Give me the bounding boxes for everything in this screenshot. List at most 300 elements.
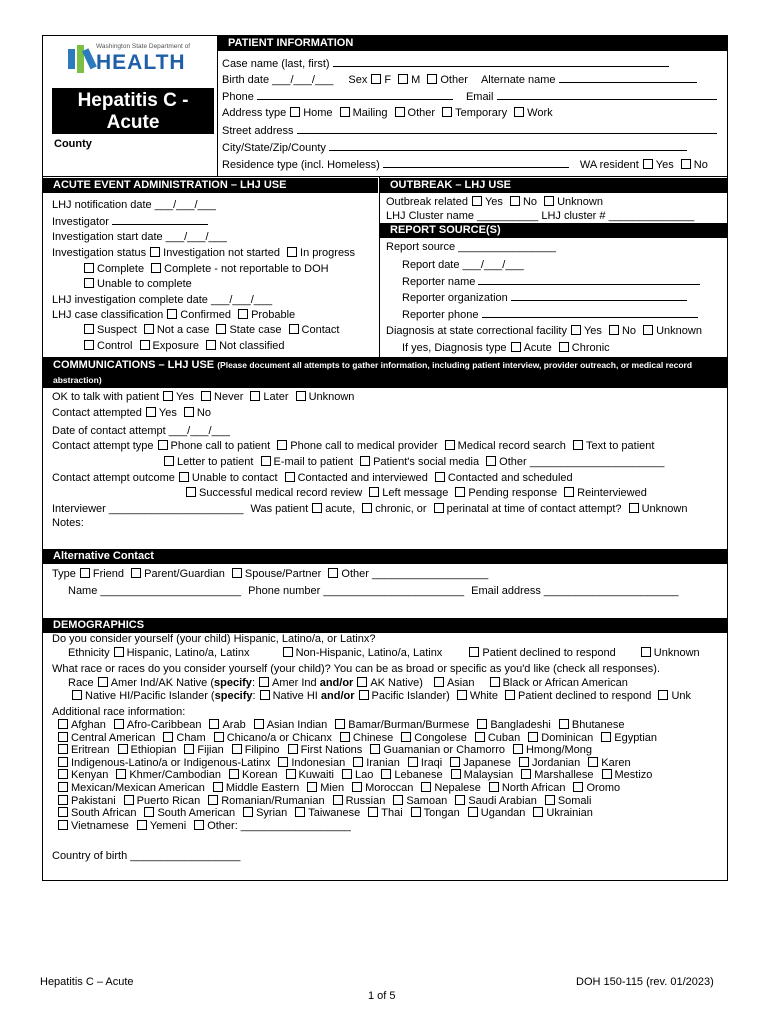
alt-name-field[interactable]: Name _______________________ (68, 585, 242, 597)
left-message-label: Left message (382, 487, 449, 499)
asian-checkbox[interactable] (434, 677, 444, 687)
race-option-label: Mestizo (614, 769, 653, 782)
race-option-checkbox[interactable] (58, 744, 68, 754)
complete-label: Complete (97, 263, 145, 275)
pending-checkbox[interactable] (455, 487, 465, 497)
race-option-checkbox[interactable] (450, 757, 460, 767)
race-option-checkbox[interactable] (401, 732, 411, 742)
race-option-checkbox[interactable] (519, 757, 529, 767)
race-option-label: Congolese (414, 731, 467, 744)
investigation-start-date[interactable]: Investigation start date ___/___/___ (52, 231, 227, 243)
race-option-checkbox[interactable] (58, 795, 68, 805)
med-search-checkbox[interactable] (445, 440, 455, 450)
birth-date-label: Birth date ___/___/___ (222, 74, 334, 86)
complete-checkbox[interactable] (84, 263, 94, 273)
was-chronic-checkbox[interactable] (362, 503, 372, 513)
med-search-label: Medical record search (457, 440, 566, 452)
race-option-label: Chinese (352, 731, 394, 744)
communications-note: (Please document all attempts to gather information, including patient interview, provider outreach, or medical record (217, 360, 693, 370)
ok-talk-label: OK to talk with patient (52, 391, 159, 403)
race-option-label: Moroccan (365, 782, 414, 794)
non-hispanic-checkbox[interactable] (283, 647, 293, 657)
race-option-label: Jordanian (531, 756, 581, 769)
not-started-label: Investigation not started (163, 247, 280, 259)
was-unknown-checkbox[interactable] (629, 503, 639, 513)
amer-ind-checkbox[interactable] (98, 677, 108, 687)
interviewer-field[interactable]: Interviewer ______________________ (52, 503, 244, 515)
race-option-checkbox[interactable] (213, 782, 223, 792)
race-option-checkbox[interactable] (513, 744, 523, 754)
race-option-checkbox[interactable] (114, 719, 124, 729)
not-case-checkbox[interactable] (144, 324, 154, 334)
complete-not-reportable-label: Complete - not reportable to DOH (164, 263, 329, 275)
race-option-checkbox[interactable] (254, 719, 264, 729)
race-option-label: Middle Eastern (225, 782, 300, 794)
text-patient-checkbox[interactable] (573, 440, 583, 450)
race-option-checkbox[interactable] (601, 732, 611, 742)
text-patient-label: Text to patient (585, 440, 655, 452)
sex-f-label: F (384, 74, 392, 86)
race-option-checkbox[interactable] (370, 744, 380, 754)
race-option-checkbox[interactable] (468, 807, 478, 817)
race-option-checkbox[interactable] (342, 769, 352, 779)
unable-complete-checkbox[interactable] (84, 278, 94, 288)
was-acute-checkbox[interactable] (312, 503, 322, 513)
was-unknown-label: Unknown (641, 503, 688, 515)
case-name-field[interactable] (333, 56, 669, 67)
contact-label: Contact (301, 324, 340, 336)
race-option-checkbox[interactable] (545, 795, 555, 805)
race-option-checkbox[interactable] (58, 719, 68, 729)
ok-unknown-checkbox[interactable] (296, 391, 306, 401)
complete-not-reportable-checkbox[interactable] (151, 263, 161, 273)
pac-isl-checkbox[interactable] (359, 690, 369, 700)
reporter-org-label: Reporter organization (402, 292, 508, 304)
race-option-checkbox[interactable] (333, 795, 343, 805)
race-option-checkbox[interactable] (421, 782, 431, 792)
race-option-checkbox[interactable] (573, 782, 583, 792)
race-unk-checkbox[interactable] (658, 690, 668, 700)
race-option-checkbox[interactable] (288, 744, 298, 754)
diag-correctional-label: Diagnosis at state correctional facility (386, 325, 567, 337)
alt-phone-field[interactable]: Phone number _______________________ (248, 585, 465, 597)
race-option-checkbox[interactable] (229, 769, 239, 779)
alt-parent-checkbox[interactable] (131, 568, 141, 578)
alt-parent-label: Parent/Guardian (144, 568, 225, 580)
inv-status-label: Investigation status (52, 247, 147, 259)
sex-other-checkbox[interactable] (427, 74, 437, 84)
diag-type-label: If yes, Diagnosis type (402, 342, 507, 354)
ak-native-label: AK Native) (370, 677, 423, 689)
alt-spouse-checkbox[interactable] (232, 568, 242, 578)
diag-unknown-checkbox[interactable] (643, 325, 653, 335)
race-option-checkbox[interactable] (278, 757, 288, 767)
race-option-label: Fijian (197, 744, 224, 757)
report-source-field[interactable]: Report source ________________ (386, 241, 557, 253)
unable-complete-label: Unable to complete (97, 278, 192, 290)
county-label: County (54, 138, 92, 150)
email-patient-checkbox[interactable] (261, 456, 271, 466)
was-patient-label: Was patient (250, 503, 309, 515)
addr-home-label: Home (303, 107, 333, 119)
not-classified-checkbox[interactable] (206, 340, 216, 350)
sex-f-checkbox[interactable] (371, 74, 381, 84)
race-option-checkbox[interactable] (209, 719, 219, 729)
probable-checkbox[interactable] (238, 309, 248, 319)
probable-label: Probable (251, 309, 296, 321)
sex-other-label: Other (440, 74, 468, 86)
race-option-label: Lebanese (394, 769, 443, 782)
contact-checkbox[interactable] (289, 324, 299, 334)
email-label: Email (465, 91, 494, 103)
outbreak-yes-checkbox[interactable] (472, 196, 482, 206)
race-option-label: Bhutanese (571, 719, 625, 731)
investigator-field[interactable] (112, 214, 208, 225)
alt-name-field[interactable] (559, 72, 697, 83)
communications-header (43, 357, 728, 388)
phone-patient-label: Phone call to patient (170, 440, 271, 452)
race-option-checkbox[interactable] (588, 757, 598, 767)
black-checkbox[interactable] (490, 677, 500, 687)
alt-name-label: Alternate name (480, 74, 556, 86)
outbreak-unknown-checkbox[interactable] (544, 196, 554, 206)
race-option-label: Malaysian (463, 769, 514, 782)
social-checkbox[interactable] (360, 456, 370, 466)
race-option-checkbox[interactable] (118, 744, 128, 754)
race-option-checkbox[interactable] (124, 795, 134, 805)
unable-contact-label: Unable to contact (191, 472, 278, 484)
phone-provider-checkbox[interactable] (277, 440, 287, 450)
state-case-label: State case (229, 324, 282, 336)
diag-chronic-checkbox[interactable] (559, 342, 569, 352)
race-option-label: Somali (557, 794, 592, 807)
race-option-checkbox[interactable] (368, 807, 378, 817)
sex-m-label: M (411, 74, 421, 86)
race-option-label: Marshallese (534, 769, 594, 782)
pac-isl-label: Pacific Islander) (371, 690, 450, 702)
nhpi-label: Native HI/Pacific Islander ( (85, 690, 215, 702)
wa-resident-label: WA resident (579, 159, 639, 171)
amer-ind-sub-label: Amer Ind (272, 677, 317, 689)
ok-never-checkbox[interactable] (201, 391, 211, 401)
additional-race-label: Additional race information: (52, 706, 186, 718)
ok-unknown-label: Unknown (308, 391, 355, 403)
type-other-checkbox[interactable] (486, 456, 496, 466)
race-declined-checkbox[interactable] (505, 690, 515, 700)
race-option-checkbox[interactable] (208, 795, 218, 805)
alt-other-label: Other ___________________ (341, 568, 489, 580)
alt-other-checkbox[interactable] (328, 568, 338, 578)
page-number: 1 of 5 (368, 990, 396, 1002)
race-label: Race (68, 677, 94, 689)
race-option-checkbox[interactable] (489, 782, 499, 792)
specify-label-2: specify (214, 690, 253, 702)
race-option-checkbox[interactable] (58, 782, 68, 792)
not-started-checkbox[interactable] (150, 247, 160, 257)
race-option-checkbox[interactable] (352, 782, 362, 792)
eth-declined-checkbox[interactable] (469, 647, 479, 657)
race-option-checkbox[interactable] (295, 807, 305, 817)
race-option-label: Oromo (586, 782, 621, 794)
cluster-number-field[interactable]: LHJ cluster # ______________ (541, 210, 695, 222)
amer-ind-sub-checkbox[interactable] (259, 677, 269, 687)
race-option-label: Korean (242, 769, 278, 782)
agency-health: HEALTH (96, 51, 186, 74)
in-progress-checkbox[interactable] (287, 247, 297, 257)
race-option-checkbox[interactable] (232, 744, 242, 754)
race-option-label: Filipino (244, 744, 280, 757)
race-option-label: Bamar/Burman/Burmese (348, 719, 470, 731)
demographics-header: DEMOGRAPHICS (43, 618, 728, 633)
race-option-label: Ethiopian (130, 744, 177, 757)
country-birth-field[interactable]: Country of birth __________________ (52, 850, 241, 862)
outcome-label: Contact attempt outcome (52, 472, 175, 484)
race-question: What race or races do you consider yourself (your child)? You can be as broad or specific as you'd like (check all responses). (52, 663, 661, 675)
alt-friend-checkbox[interactable] (80, 568, 90, 578)
race-option-checkbox[interactable] (163, 732, 173, 742)
race-option-checkbox[interactable] (521, 769, 531, 779)
unable-contact-checkbox[interactable] (179, 472, 189, 482)
race-option-label: Japanese (463, 756, 511, 769)
race-option-checkbox[interactable] (451, 769, 461, 779)
race-option-label: Cuban (487, 731, 521, 744)
attempted-yes-checkbox[interactable] (146, 407, 156, 417)
reporter-phone-field[interactable] (482, 307, 698, 318)
pending-label: Pending response (468, 487, 558, 499)
contacted-scheduled-label: Contacted and scheduled (447, 472, 573, 484)
confirmed-label: Confirmed (180, 309, 232, 321)
race-option-label: Ukrainian (546, 807, 593, 820)
race-option-checkbox[interactable] (286, 769, 296, 779)
reinterviewed-label: Reinterviewed (577, 487, 647, 499)
form-title-box (52, 88, 214, 134)
white-checkbox[interactable] (457, 690, 467, 700)
control-checkbox[interactable] (84, 340, 94, 350)
race-option-checkbox[interactable] (144, 807, 154, 817)
race-option-checkbox[interactable] (58, 820, 68, 830)
eth-unknown-label: Unknown (653, 647, 700, 659)
race-option-checkbox[interactable] (475, 732, 485, 742)
residence-field[interactable] (383, 157, 569, 168)
wa-no-label: No (693, 159, 708, 171)
asian-label: Asian (446, 677, 475, 689)
wa-yes-label: Yes (655, 159, 674, 171)
race-option-checkbox[interactable] (214, 732, 224, 742)
email-field[interactable] (497, 89, 717, 100)
addr-other-label: Other (407, 107, 436, 119)
race-option-checkbox[interactable] (184, 744, 194, 754)
alt-friend-label: Friend (92, 568, 125, 580)
addr-work-label: Work (527, 107, 553, 119)
alt-contact-header: Alternative Contact (43, 549, 728, 564)
native-hi-label: Native HI (272, 690, 318, 702)
race-option-checkbox[interactable] (353, 757, 363, 767)
race-option-label: Russian (345, 794, 386, 807)
form-title-line2: Acute (106, 112, 160, 133)
race-option-checkbox[interactable] (58, 769, 68, 779)
reporter-name-field[interactable] (478, 274, 700, 285)
contacted-scheduled-checkbox[interactable] (435, 472, 445, 482)
not-classified-label: Not classified (219, 340, 285, 352)
race-option-label: Puerto Rican (136, 794, 201, 807)
footer-form-number: DOH 150-115 (rev. 01/2023) (576, 976, 714, 988)
confirmed-checkbox[interactable] (167, 309, 177, 319)
race-option-label: Egyptian (614, 731, 658, 744)
addr-mailing-checkbox[interactable] (340, 107, 350, 117)
race-option-checkbox[interactable] (559, 719, 569, 729)
phone-patient-checkbox[interactable] (158, 440, 168, 450)
diag-acute-label: Acute (523, 342, 552, 354)
suspect-checkbox[interactable] (84, 324, 94, 334)
race-unk-label: Unk (671, 690, 691, 702)
race-option-label: Saudi Arabian (468, 794, 537, 807)
race-option-checkbox[interactable] (455, 795, 465, 805)
race-option-label: Ugandan (480, 807, 526, 820)
race-option-checkbox[interactable] (381, 769, 391, 779)
exposure-checkbox[interactable] (140, 340, 150, 350)
race-option-label: Kenyan (71, 769, 109, 782)
doh-logo (66, 43, 216, 77)
med-review-label: Successful medical record review (199, 487, 363, 499)
race-option-label: Dominican (541, 731, 594, 744)
acute-event-header: ACUTE EVENT ADMINISTRATION – LHJ USE (43, 178, 378, 193)
race-option-checkbox[interactable] (393, 795, 403, 805)
race-option-checkbox[interactable] (194, 820, 204, 830)
street-field[interactable] (297, 123, 717, 134)
race-option-checkbox[interactable] (58, 807, 68, 817)
diag-acute-checkbox[interactable] (511, 342, 521, 352)
city-field[interactable] (329, 140, 687, 151)
race-option-checkbox[interactable] (602, 769, 612, 779)
ok-later-label: Later (263, 391, 289, 403)
cluster-name-field[interactable]: LHJ Cluster name __________ (386, 210, 539, 222)
race-option-checkbox[interactable] (243, 807, 253, 817)
contacted-interviewed-checkbox[interactable] (285, 472, 295, 482)
sex-m-checkbox[interactable] (398, 74, 408, 84)
diag-no-checkbox[interactable] (609, 325, 619, 335)
communications-title: COMMUNICATIONS – LHJ USE (53, 359, 215, 371)
communications-note2: abstraction) (53, 375, 102, 385)
ok-later-checkbox[interactable] (250, 391, 260, 401)
race-option-label: Yemeni (149, 819, 187, 832)
race-option-checkbox[interactable] (340, 732, 350, 742)
control-label: Control (97, 340, 133, 352)
investigator-label: Investigator (52, 216, 109, 228)
race-option-label: Iranian (366, 756, 400, 769)
race-option-checkbox[interactable] (58, 732, 68, 742)
amer-ind-label: Amer Ind/AK Native ( (110, 677, 215, 689)
classification-label: LHJ case classification (52, 309, 164, 321)
ok-yes-checkbox[interactable] (163, 391, 173, 401)
outbreak-no-label: No (522, 196, 538, 208)
race-option-checkbox[interactable] (307, 782, 317, 792)
report-date-field[interactable]: Report date ___/___/___ (402, 259, 524, 271)
was-perinatal-checkbox[interactable] (434, 503, 444, 513)
race-option-label: Other: __________________ (207, 819, 351, 832)
hispanic-checkbox[interactable] (114, 647, 124, 657)
addr-temp-checkbox[interactable] (442, 107, 452, 117)
wa-no-checkbox[interactable] (681, 159, 691, 169)
race-option-label: First Nations (300, 744, 363, 757)
suspect-label: Suspect (97, 324, 137, 336)
city-label: City/State/Zip/County (222, 142, 326, 154)
ak-native-checkbox[interactable] (357, 677, 367, 687)
race-option-label: Cham (176, 731, 206, 744)
addr-other-checkbox[interactable] (395, 107, 405, 117)
not-case-label: Not a case (156, 324, 210, 336)
lhj-notification-date[interactable]: LHJ notification date ___/___/___ (52, 199, 216, 211)
race-option-checkbox[interactable] (533, 807, 543, 817)
race-option-checkbox[interactable] (477, 719, 487, 729)
left-message-checkbox[interactable] (369, 487, 379, 497)
med-review-checkbox[interactable] (186, 487, 196, 497)
letter-checkbox[interactable] (164, 456, 174, 466)
race-option-label: South American (157, 807, 236, 820)
race-option-checkbox[interactable] (411, 807, 421, 817)
addr-work-checkbox[interactable] (514, 107, 524, 117)
race-option-label: Indonesian (291, 756, 346, 769)
eth-declined-label: Patient declined to respond (482, 647, 616, 659)
hispanic-question: Do you consider yourself (your child) Hispanic, Latino/a, or Latinx? (52, 633, 376, 645)
investigation-complete-date[interactable]: LHJ investigation complete date ___/___/___ (52, 294, 273, 306)
address-type-label: Address type (222, 107, 287, 119)
race-option-checkbox[interactable] (335, 719, 345, 729)
non-hispanic-label: Non-Hispanic, Latino/a, Latinx (295, 647, 443, 659)
was-perinatal-label: perinatal at time of contact attempt? (446, 503, 622, 515)
phone-label: Phone (222, 91, 254, 103)
diag-yes-checkbox[interactable] (571, 325, 581, 335)
attempted-no-checkbox[interactable] (184, 407, 194, 417)
contact-date-field[interactable]: Date of contact attempt ___/___/___ (52, 425, 230, 437)
race-option-label: Mien (320, 782, 345, 794)
contact-attempted-label: Contact attempted (52, 407, 142, 419)
state-case-checkbox[interactable] (216, 324, 226, 334)
alt-spouse-label: Spouse/Partner (244, 568, 322, 580)
case-name-label: Case name (last, first) (222, 58, 330, 70)
race-option-checkbox[interactable] (528, 732, 538, 742)
contacted-interviewed-label: Contacted and interviewed (297, 472, 428, 484)
native-hi-checkbox[interactable] (260, 690, 270, 700)
sex-label: Sex (348, 74, 368, 86)
race-option-label: Guamanian or Chamorro (383, 744, 505, 757)
race-option-checkbox[interactable] (137, 820, 147, 830)
race-option-label: Khmer/Cambodian (129, 769, 222, 782)
was-acute-label: acute, (325, 503, 356, 515)
race-declined-label: Patient declined to respond (518, 690, 652, 702)
nhpi-checkbox[interactable] (72, 690, 82, 700)
reporter-phone-label: Reporter phone (402, 309, 479, 321)
ethnicity-label: Ethnicity (68, 647, 110, 659)
alt-email-field[interactable]: Email address ______________________ (471, 585, 679, 597)
wa-yes-checkbox[interactable] (643, 159, 653, 169)
diag-unknown-label: Unknown (656, 325, 702, 337)
type-other-label: Other ______________________ (499, 456, 665, 468)
attempted-no-label: No (196, 407, 211, 419)
race-option-checkbox[interactable] (58, 757, 68, 767)
addr-home-checkbox[interactable] (290, 107, 300, 117)
race-option-checkbox[interactable] (408, 757, 418, 767)
race-option-label: Iraqi (420, 756, 443, 769)
reinterviewed-checkbox[interactable] (564, 487, 574, 497)
race-option-label: Tongan (423, 807, 460, 820)
race-option-checkbox[interactable] (116, 769, 126, 779)
reporter-org-field[interactable] (511, 290, 687, 301)
in-progress-label: In progress (300, 247, 356, 259)
race-option-label: Karen (601, 756, 631, 769)
phone-field[interactable] (257, 89, 453, 100)
outbreak-no-checkbox[interactable] (510, 196, 520, 206)
eth-unknown-checkbox[interactable] (641, 647, 651, 657)
